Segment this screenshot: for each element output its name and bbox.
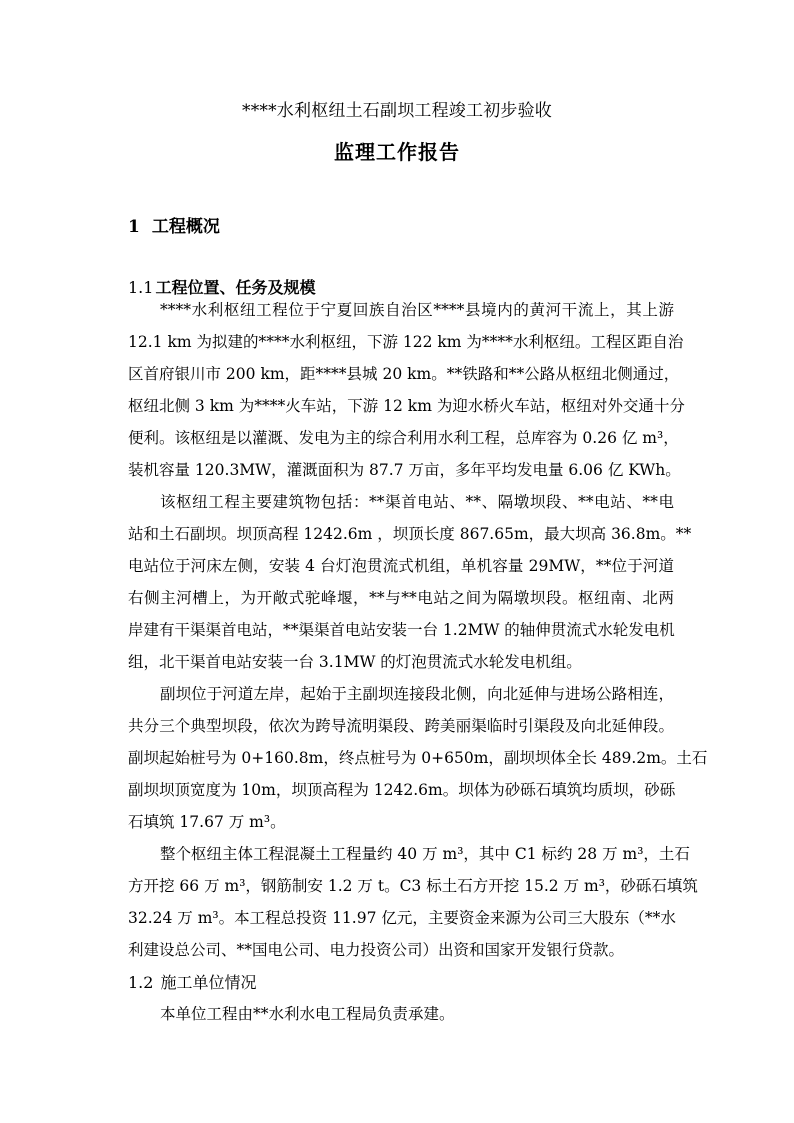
paragraph-line: 站和土石副坝。坝顶高程 1242.6m ，坝顶长度 867.65m，最大坝高 36.8m。** xyxy=(128,525,692,543)
paragraph-line: 副坝坝顶宽度为 10m，坝顶高程为 1242.6m。坝体为砂砾石填筑均质坝，砂砾 xyxy=(128,781,676,799)
paragraph-line: 12.1 km 为拟建的****水利枢纽，下游 122 km 为****水利枢纽。工程区距自治 xyxy=(128,333,684,351)
paragraph-line: ****水利枢纽工程位于宁夏回族自治区****县境内的黄河干流上，其上游 xyxy=(160,301,674,319)
paragraph-line: 电站位于河床左侧，安装 4 台灯泡贯流式机组，单机容量 29MW，**位于河道 xyxy=(128,557,674,575)
section-heading-1-1 xyxy=(128,275,315,298)
paragraph-line: 区首府银川市 200 km，距****县城 20 km。**铁路和**公路从枢纽北侧通过， xyxy=(128,365,680,383)
section-number: 1.1 xyxy=(128,278,154,297)
section-title: 工程概况 xyxy=(151,217,220,237)
paragraph-line: 副坝起始桩号为 0+160.8m，终点桩号为 0+650m，副坝坝体全长 489.2m。土石 xyxy=(128,749,708,767)
report-title-line2: 监理工作报告 xyxy=(334,140,460,164)
paragraph-line: 装机容量 120.3MW，灌溉面积为 87.7 万亩，多年平均发电量 6.06 亿 KWh。 xyxy=(128,461,681,479)
paragraph-line: 右侧主河槽上，为开敞式驼峰堰，**与**电站之间为隔墩坝段。枢纽南、北两 xyxy=(128,589,674,607)
paragraph-line: 利建设总公司、**国电公司、电力投资公司）出资和国家开发银行贷款。 xyxy=(128,941,625,959)
paragraph-line: 32.24 万 m³。本工程总投资 11.97 亿元，主要资金来源为公司三大股东（**水 xyxy=(128,909,676,927)
section-title: 工程位置、任务及规模 xyxy=(155,278,316,297)
section-number: 1 xyxy=(128,217,140,237)
paragraph-line: 副坝位于河道左岸，起始于主副坝连接段北侧，向北延伸与进场公路相连， xyxy=(160,685,674,703)
report-title-line1: ****水利枢纽土石副坝工程竣工初步验收 xyxy=(242,101,552,121)
section-title: 施工单位情况 xyxy=(160,973,257,992)
paragraph-line: 整个枢纽主体工程混凝土工程量约 40 万 m³，其中 C1 标约 28 万 m³，土石 xyxy=(160,845,690,863)
paragraph-line: 共分三个典型坝段，依次为跨导流明渠段、跨美丽渠临时引渠段及向北延伸段。 xyxy=(128,717,674,735)
section-heading-1-2 xyxy=(128,970,257,993)
paragraph-line: 方开挖 66 万 m³，钢筋制安 1.2 万 t。C3 标土石方开挖 15.2 万 m³，砂砾石填筑 xyxy=(128,877,698,895)
paragraph-line: 该枢纽工程主要建筑物包括：**渠首电站、**、隔墩坝段、**电站、**电 xyxy=(160,493,674,511)
paragraph-line: 岸建有干渠渠首电站，**渠渠首电站安装一台 1.2MW 的轴伸贯流式水轮发电机 xyxy=(128,621,675,639)
section-heading-1 xyxy=(128,212,220,237)
paragraph-line: 枢纽北侧 3 km 为****火车站，下游 12 km 为迎水桥火车站，枢纽对外交通十分 xyxy=(128,397,685,415)
section-number: 1.2 xyxy=(128,973,154,992)
paragraph-line: 石填筑 17.67 万 m³。 xyxy=(128,813,286,831)
paragraph-line: 便利。该枢纽是以灌溉、发电为主的综合利用水利工程，总库容为 0.26 亿 m³， xyxy=(128,429,679,447)
paragraph-line: 本单位工程由**水利水电工程局负责承建。 xyxy=(160,1005,455,1023)
paragraph-line: 组，北干渠首电站安装一台 3.1MW 的灯泡贯流式水轮发电机组。 xyxy=(128,653,582,671)
